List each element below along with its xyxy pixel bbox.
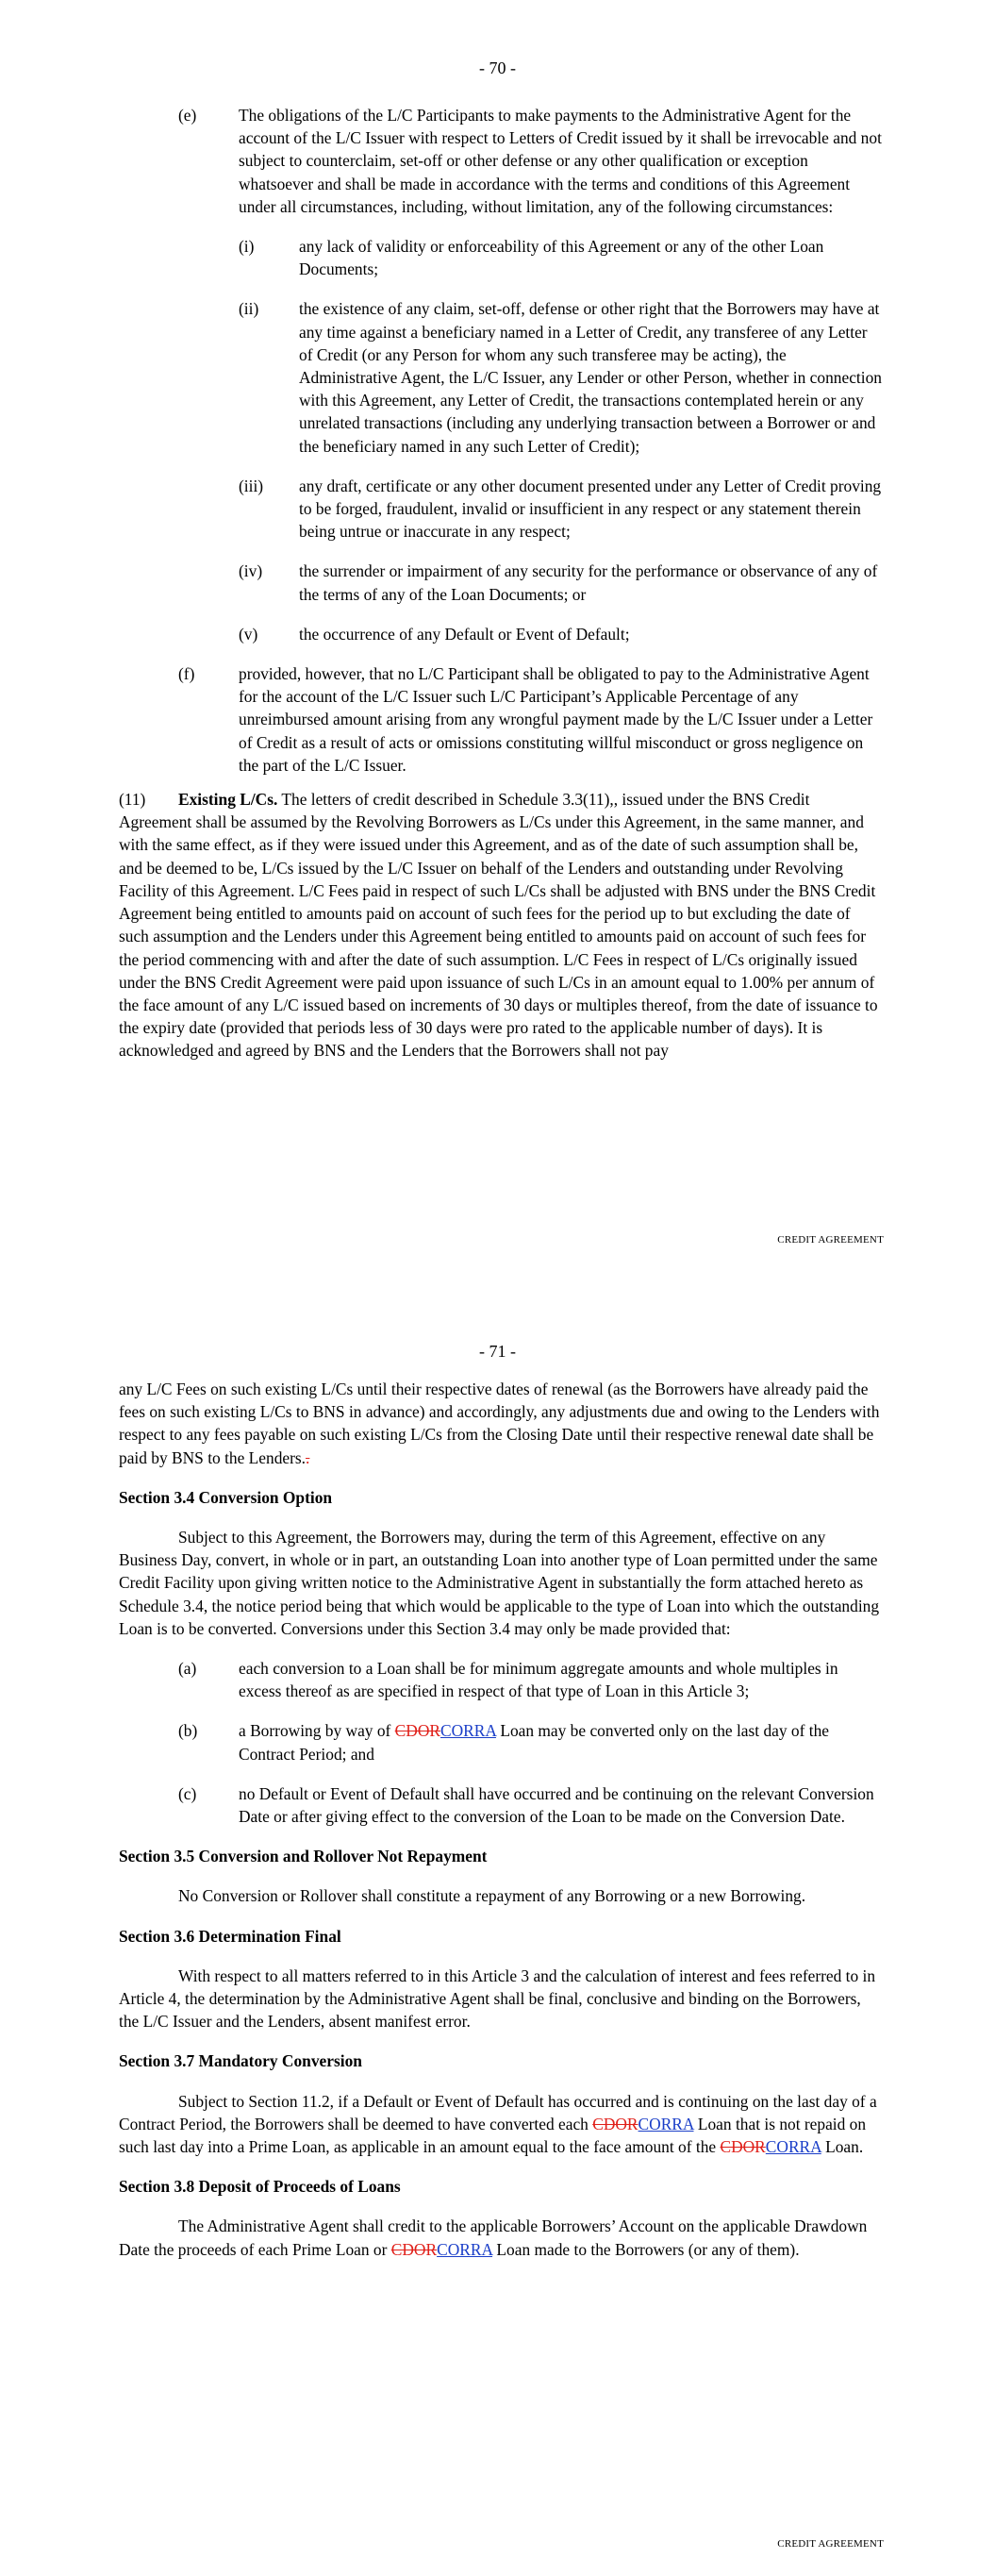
clause-label: (a) bbox=[178, 1659, 197, 1679]
subclause-label: (ii) bbox=[239, 299, 259, 319]
clause-label: (c) bbox=[178, 1783, 197, 1803]
section-text: The letters of credit described in Schedule 3.3(11),, issued under the BNS Credit Agreement shall be assumed by the Revolving Borrowers as L/Cs under this Agreement, in the same manner, and with the same effect, as if they were issued under this Agreement, and as of the date of such assumption shall be, and be deemed to be, L/Cs issued by the L/C Issuer on behalf of the Lenders and outstanding under Revolving Facility of this Agreement. L/C Fees paid in respect of such L/Cs shall be adjusted with BNS under the BNS Credit Agreement being entitled to amounts paid on account of such fees for the period up to but excluding the date of such assumption and the Lenders under this Agreement being entitled to amounts paid on account of such fees for the period commencing with and after the date of such assumption. L/C Fees in respect of L/Cs originally issued under the BNS Credit Agreement were paid upon issuance of such L/Cs in an amount equal to 1.00% per annum of the face amount of any L/C issued based on increments of 30 days or multiples thereof, from the date of issuance to the expiry date (provided that periods less of 30 days were pro rated to the applicable number of days). It is acknowledged and agreed by BNS and the Lenders that the Borrowers shall not pay bbox=[119, 790, 878, 1061]
subclause-text: the occurrence of any Default or Event of Default; bbox=[299, 624, 630, 644]
clause-text bbox=[239, 1719, 884, 1765]
clause-text: no Default or Event of Default shall have occurred and be continuing on the relevant Conversion Date or after giving effect to the conversion of the Loan to be made on the Conversion Date. bbox=[239, 1783, 874, 1827]
deleted-text: CDOR bbox=[720, 2137, 766, 2157]
section-heading-3-6: Section 3.6 Determination Final bbox=[119, 1926, 341, 1946]
footer-label: CREDIT AGREEMENT bbox=[777, 2538, 884, 2550]
section-3-4-text: Subject to this Agreement, the Borrowers may, during the term of this Agreement, effective on any Business Day, convert, in whole or in part, an outstanding Loan into another type of Loan permitted under the same Credit Facility upon giving written notice to the Administrative Agent in substantially the form attached hereto as Schedule 3.4, the notice period being that which would be applicable to the type of Loan into which the outstanding Loan is to be converted. Conversions under this Section 3.4 may only be made provided that: bbox=[119, 1528, 880, 1638]
text-segment: Loan may be converted only on the last day of the Contract Period; and bbox=[239, 1721, 829, 1764]
continuation-text: any L/C Fees on such existing L/Cs until their respective dates of renewal (as the Borrowers have already paid the fees on such existing L/Cs to BNS in advance) and accordingly, any adjustments due and owing to the Lenders with respect to any fees payable on such existing L/Cs from the Closing Date until their respective renewal date shall be paid by BNS to the Lenders. bbox=[119, 1380, 880, 1467]
clause-e bbox=[119, 104, 884, 218]
subclause-ii bbox=[119, 297, 884, 457]
page-70 bbox=[0, 0, 995, 1255]
inserted-text: CORRA bbox=[638, 2114, 694, 2133]
inserted-text: CORRA bbox=[440, 1721, 496, 1741]
deleted-text: CDOR bbox=[394, 1721, 440, 1741]
subclause-label: (v) bbox=[239, 624, 258, 644]
section-3-8-text bbox=[119, 2215, 884, 2260]
text-segment: Loan made to the Borrowers (or any of them). bbox=[492, 2239, 800, 2259]
subclause-iv bbox=[119, 560, 884, 605]
inserted-text: CORRA bbox=[765, 2137, 821, 2157]
clause-f bbox=[119, 662, 884, 777]
deleted-text: CDOR bbox=[390, 2239, 438, 2259]
continuation-paragraph bbox=[119, 1378, 884, 1469]
section-heading-3-8: Section 3.8 Deposit of Proceeds of Loans bbox=[119, 2177, 401, 2197]
deleted-text: . bbox=[306, 1447, 310, 1467]
subclause-text: any draft, certificate or any other document presented under any Letter of Credit proving to be forged, fraudulent, invalid or insufficient in any respect or any statement therein being untrue or inaccurate in any respect; bbox=[299, 476, 882, 542]
page-number: - 70 - bbox=[479, 59, 516, 77]
section-3-7-text bbox=[119, 2090, 884, 2159]
text-segment: Loan. bbox=[821, 2137, 864, 2157]
subclause-i bbox=[119, 235, 884, 280]
footer-label: CREDIT AGREEMENT bbox=[777, 1234, 884, 1246]
page-71 bbox=[0, 1255, 995, 2576]
section-heading-3-5: Section 3.5 Conversion and Rollover Not Repayment bbox=[119, 1847, 488, 1866]
text-segment: Loan that is not repaid on such last day into a Prime Loan, as applicable in an amount equal to the face amount of the bbox=[119, 2114, 867, 2157]
subclause-label: (iii) bbox=[239, 476, 264, 495]
clause-text: provided, however, that no L/C Participant shall be obligated to pay to the Administrative Agent for the account of the L/C Issuer such L/C Participant’s Applicable Percentage of any unreimbursed amount arising from any wrongful payment made by the L/C Issuer under a Letter of Credit as a result of acts or omissions constituting willful misconduct or gross negligence on the part of the L/C Issuer. bbox=[239, 664, 873, 775]
subclause-label: (iv) bbox=[239, 561, 263, 581]
clause-text: The obligations of the L/C Participants to make payments to the Administrative Agent for the account of the L/C Issuer with respect to Letters of Credit issued by it shall be irrevocable and not subject to counterclaim, set-off or other defense or any other qualification or exception whatsoever and shall be made in accordance with the terms and conditions of this Agreement under all circumstances, including, without limitation, any of the following circumstances: bbox=[239, 106, 882, 216]
section-3-5-text: No Conversion or Rollover shall constitute a repayment of any Borrowing or a new Borrowing. bbox=[178, 1886, 806, 1906]
text-segment: The Administrative Agent shall credit to the applicable Borrowers’ Account on the applicable Drawdown Date the proceeds of each Prime Loan or bbox=[119, 2216, 868, 2259]
page-number: - 71 - bbox=[479, 1342, 516, 1361]
clause-b bbox=[119, 1719, 884, 1765]
subclause-label: (i) bbox=[239, 237, 255, 257]
subclause-text: the surrender or impairment of any security for the performance or observance of any of the terms of any of the Loan Documents; or bbox=[299, 561, 878, 604]
clause-c bbox=[119, 1782, 884, 1828]
subclause-iii bbox=[119, 475, 884, 544]
subclause-text: the existence of any claim, set-off, defense or other right that the Borrowers may have at any time against a beneficiary named in a Letter of Credit, any transferee of any Letter of Credit (or any Person for whom any such transferee may be acting), the Administrative Agent, the L/C Issuer, any Lender or other Person, whether in connection with this Agreement, any Letter of Credit, the transactions contemplated herein or any unrelated transactions (including any underlying transaction between a Borrower or and the beneficiary named in any such Letter of Credit); bbox=[299, 299, 882, 456]
page-content bbox=[119, 1378, 884, 2261]
text-segment: Subject to Section 11.2, if a Default or Event of Default has occurred and is continuing on the last day of a Contract Period, the Borrowers shall be deemed to have converted each bbox=[119, 2091, 877, 2133]
subclause-v bbox=[119, 623, 884, 645]
section-title: Existing L/Cs. bbox=[178, 790, 278, 810]
page-content bbox=[119, 104, 884, 1062]
section-number: (11) bbox=[119, 790, 146, 810]
subclause-text: any lack of validity or enforceability of this Agreement or any of the other Loan Documents; bbox=[299, 237, 824, 279]
clause-label: (e) bbox=[178, 106, 197, 125]
deleted-text: CDOR bbox=[592, 2114, 638, 2133]
clause-a bbox=[119, 1657, 884, 1702]
section-heading-3-4: Section 3.4 Conversion Option bbox=[119, 1487, 333, 1507]
text-segment: a Borrowing by way of bbox=[239, 1721, 395, 1741]
section-heading-3-7: Section 3.7 Mandatory Conversion bbox=[119, 2051, 362, 2071]
clause-label: (f) bbox=[178, 664, 195, 684]
clause-label: (b) bbox=[178, 1721, 198, 1741]
clause-text: each conversion to a Loan shall be for minimum aggregate amounts and whole multiples in excess thereof as are specified in respect of that type of Loan in this Article 3; bbox=[239, 1659, 838, 1701]
inserted-text: CORRA bbox=[437, 2239, 493, 2259]
section-3-6-text: With respect to all matters referred to in this Article 3 and the calculation of interest and fees referred to in Article 4, the determination by the Administrative Agent shall be final, conclusive and binding on the Borrowers, the L/C Issuer and the Lenders, absent manifest error. bbox=[119, 1965, 876, 2032]
section-3-3-11 bbox=[119, 788, 884, 1062]
